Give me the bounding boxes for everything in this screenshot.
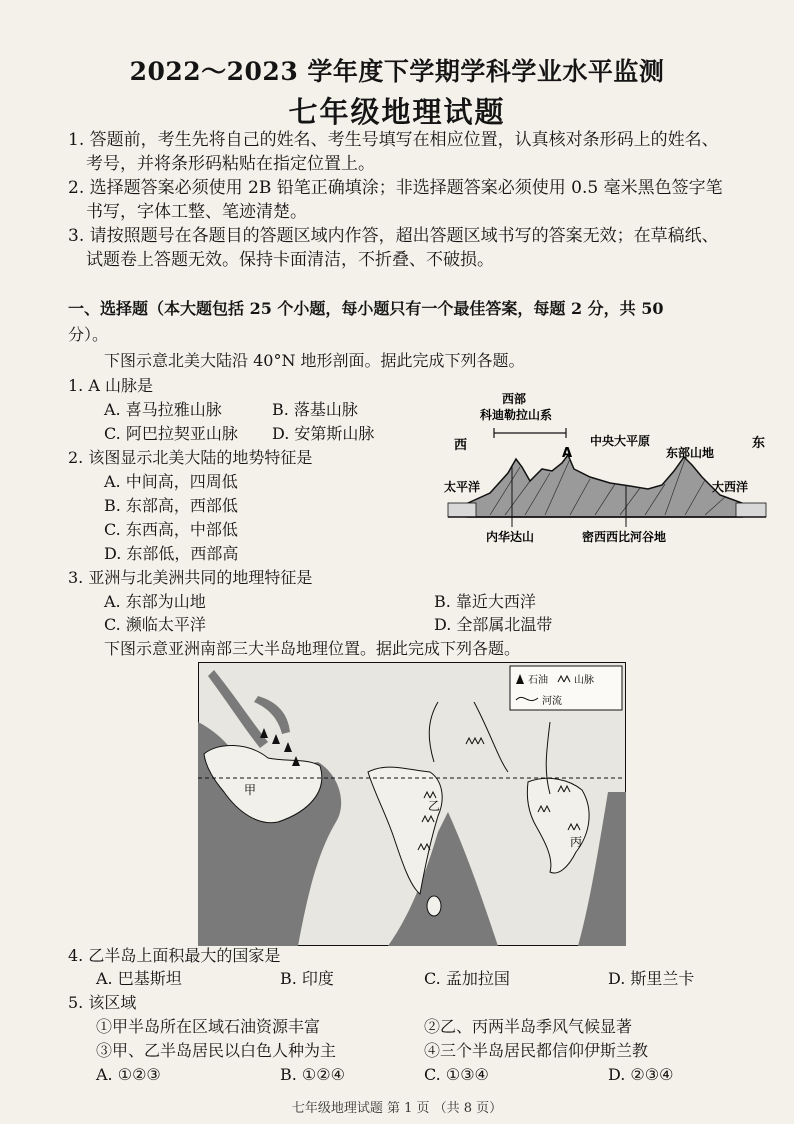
q5-option-a[interactable]: A. ①②③	[96, 1065, 161, 1084]
q1-option-d[interactable]: D. 安第斯山脉	[272, 424, 375, 443]
q5-statement-1: ①甲半岛所在区域石油资源丰富	[96, 1017, 321, 1036]
profile-plain-label: 中央大平原	[590, 434, 651, 448]
q5-statement-4: ④三个半岛居民都信仰伊斯兰教	[424, 1041, 649, 1060]
north-america-profile-figure	[430, 385, 780, 545]
legend-river: 河流	[542, 696, 562, 707]
q4-option-a[interactable]: A. 巴基斯坦	[96, 969, 182, 988]
q5-option-c[interactable]: C. ①③④	[424, 1065, 489, 1084]
section-heading-cont: 分）。	[68, 325, 109, 344]
notice-2b: 书写，字体工整、笔迹清楚。	[86, 202, 307, 222]
q1-option-a[interactable]: A. 喜马拉雅山脉	[104, 400, 222, 419]
profile-mountain-a: A	[562, 446, 573, 461]
label-bing: 丙	[570, 835, 583, 849]
q5-stem: 5. 该区域	[68, 993, 137, 1012]
q1-option-c[interactable]: C. 阿巴拉契亚山脉	[104, 424, 238, 443]
profile-atlantic-label: 大西洋	[712, 480, 749, 494]
notice-3a: 3. 请按照题号在各题目的答题区域内作答，超出答题区域书写的答案无效；在草稿纸、	[68, 226, 719, 246]
profile-east-mountains-label: 东部山地	[666, 446, 715, 460]
q5-statement-3: ③甲、乙半岛居民以白色人种为主	[96, 1041, 337, 1060]
label-jia: 甲	[244, 783, 257, 797]
notice-1a: 1. 答题前，考生先将自己的姓名、考生号填写在相应位置，认真核对条形码上的姓名、	[68, 130, 719, 150]
q2-option-c[interactable]: C. 东西高，中部低	[104, 520, 238, 539]
q5-statement-2: ②乙、丙两半岛季风气候显著	[424, 1017, 633, 1036]
q4-option-d[interactable]: D. 斯里兰卡	[608, 969, 695, 988]
intro-map: 下图示意亚洲南部三大半岛地理位置。据此完成下列各题。	[104, 639, 521, 658]
q4-option-b[interactable]: B. 印度	[280, 969, 334, 988]
q2-option-b[interactable]: B. 东部高，西部低	[104, 496, 238, 515]
q1-option-b[interactable]: B. 落基山脉	[272, 400, 358, 419]
exam-title: 七年级地理试题	[288, 95, 506, 129]
q2-option-a[interactable]: A. 中间高，四周低	[104, 472, 238, 491]
notice-3b: 试题卷上答题无效。保持卡面清洁，不折叠、不破损。	[86, 250, 494, 270]
q2-option-d[interactable]: D. 东部低，西部高	[104, 544, 239, 563]
q4-option-c[interactable]: C. 孟加拉国	[424, 969, 510, 988]
exam-title-line1: 2022～2023 学年度下学期学科学业水平监测	[129, 57, 665, 86]
profile-mississippi-label: 密西西比河谷地	[582, 530, 667, 544]
q1-stem: 1. A 山脉是	[68, 376, 153, 395]
q3-option-c[interactable]: C. 濒临太平洋	[104, 615, 206, 634]
profile-cordillera-label: 科迪勒拉山系	[480, 408, 553, 422]
legend-oil: 石油	[528, 675, 548, 686]
q5-option-b[interactable]: B. ①②④	[280, 1065, 345, 1084]
q3-stem: 3. 亚洲与北美洲共同的地理特征是	[68, 568, 313, 587]
page-footer: 七年级地理试题 第 1 页 （共 8 页）	[291, 1101, 503, 1116]
intro-profile: 下图示意北美大陆沿 40°N 地形剖面。据此完成下列各题。	[104, 351, 525, 370]
section-heading: 一、选择题（本大题包括 25 个小题，每小题只有一个最佳答案，每题 2 分，共 50	[68, 299, 664, 318]
profile-west-label: 西	[454, 438, 468, 453]
profile-western-label: 西部	[502, 392, 527, 406]
q3-option-b[interactable]: B. 靠近大西洋	[434, 592, 536, 611]
profile-east-label: 东	[752, 436, 766, 451]
legend-mountain: 山脉	[574, 675, 594, 686]
q3-option-a[interactable]: A. 东部为山地	[104, 592, 206, 611]
q3-option-d[interactable]: D. 全部属北温带	[434, 615, 553, 634]
profile-nevada-label: 内华达山	[486, 530, 535, 544]
notice-1b: 考号，并将条形码粘贴在指定位置上。	[86, 154, 375, 174]
q4-stem: 4. 乙半岛上面积最大的国家是	[68, 946, 281, 965]
profile-pacific-label: 太平洋	[444, 480, 481, 494]
q5-option-d[interactable]: D. ②③④	[608, 1065, 674, 1084]
notice-2a: 2. 选择题答案必须使用 2B 铅笔正确填涂；非选择题答案必须使用 0.5 毫米黑色签字笔	[68, 178, 723, 198]
terrain-profile	[468, 455, 742, 517]
label-yi: 乙	[428, 799, 441, 813]
q2-stem: 2. 该图显示北美大陆的地势特征是	[68, 448, 313, 467]
south-asia-peninsulas-map	[198, 662, 626, 946]
